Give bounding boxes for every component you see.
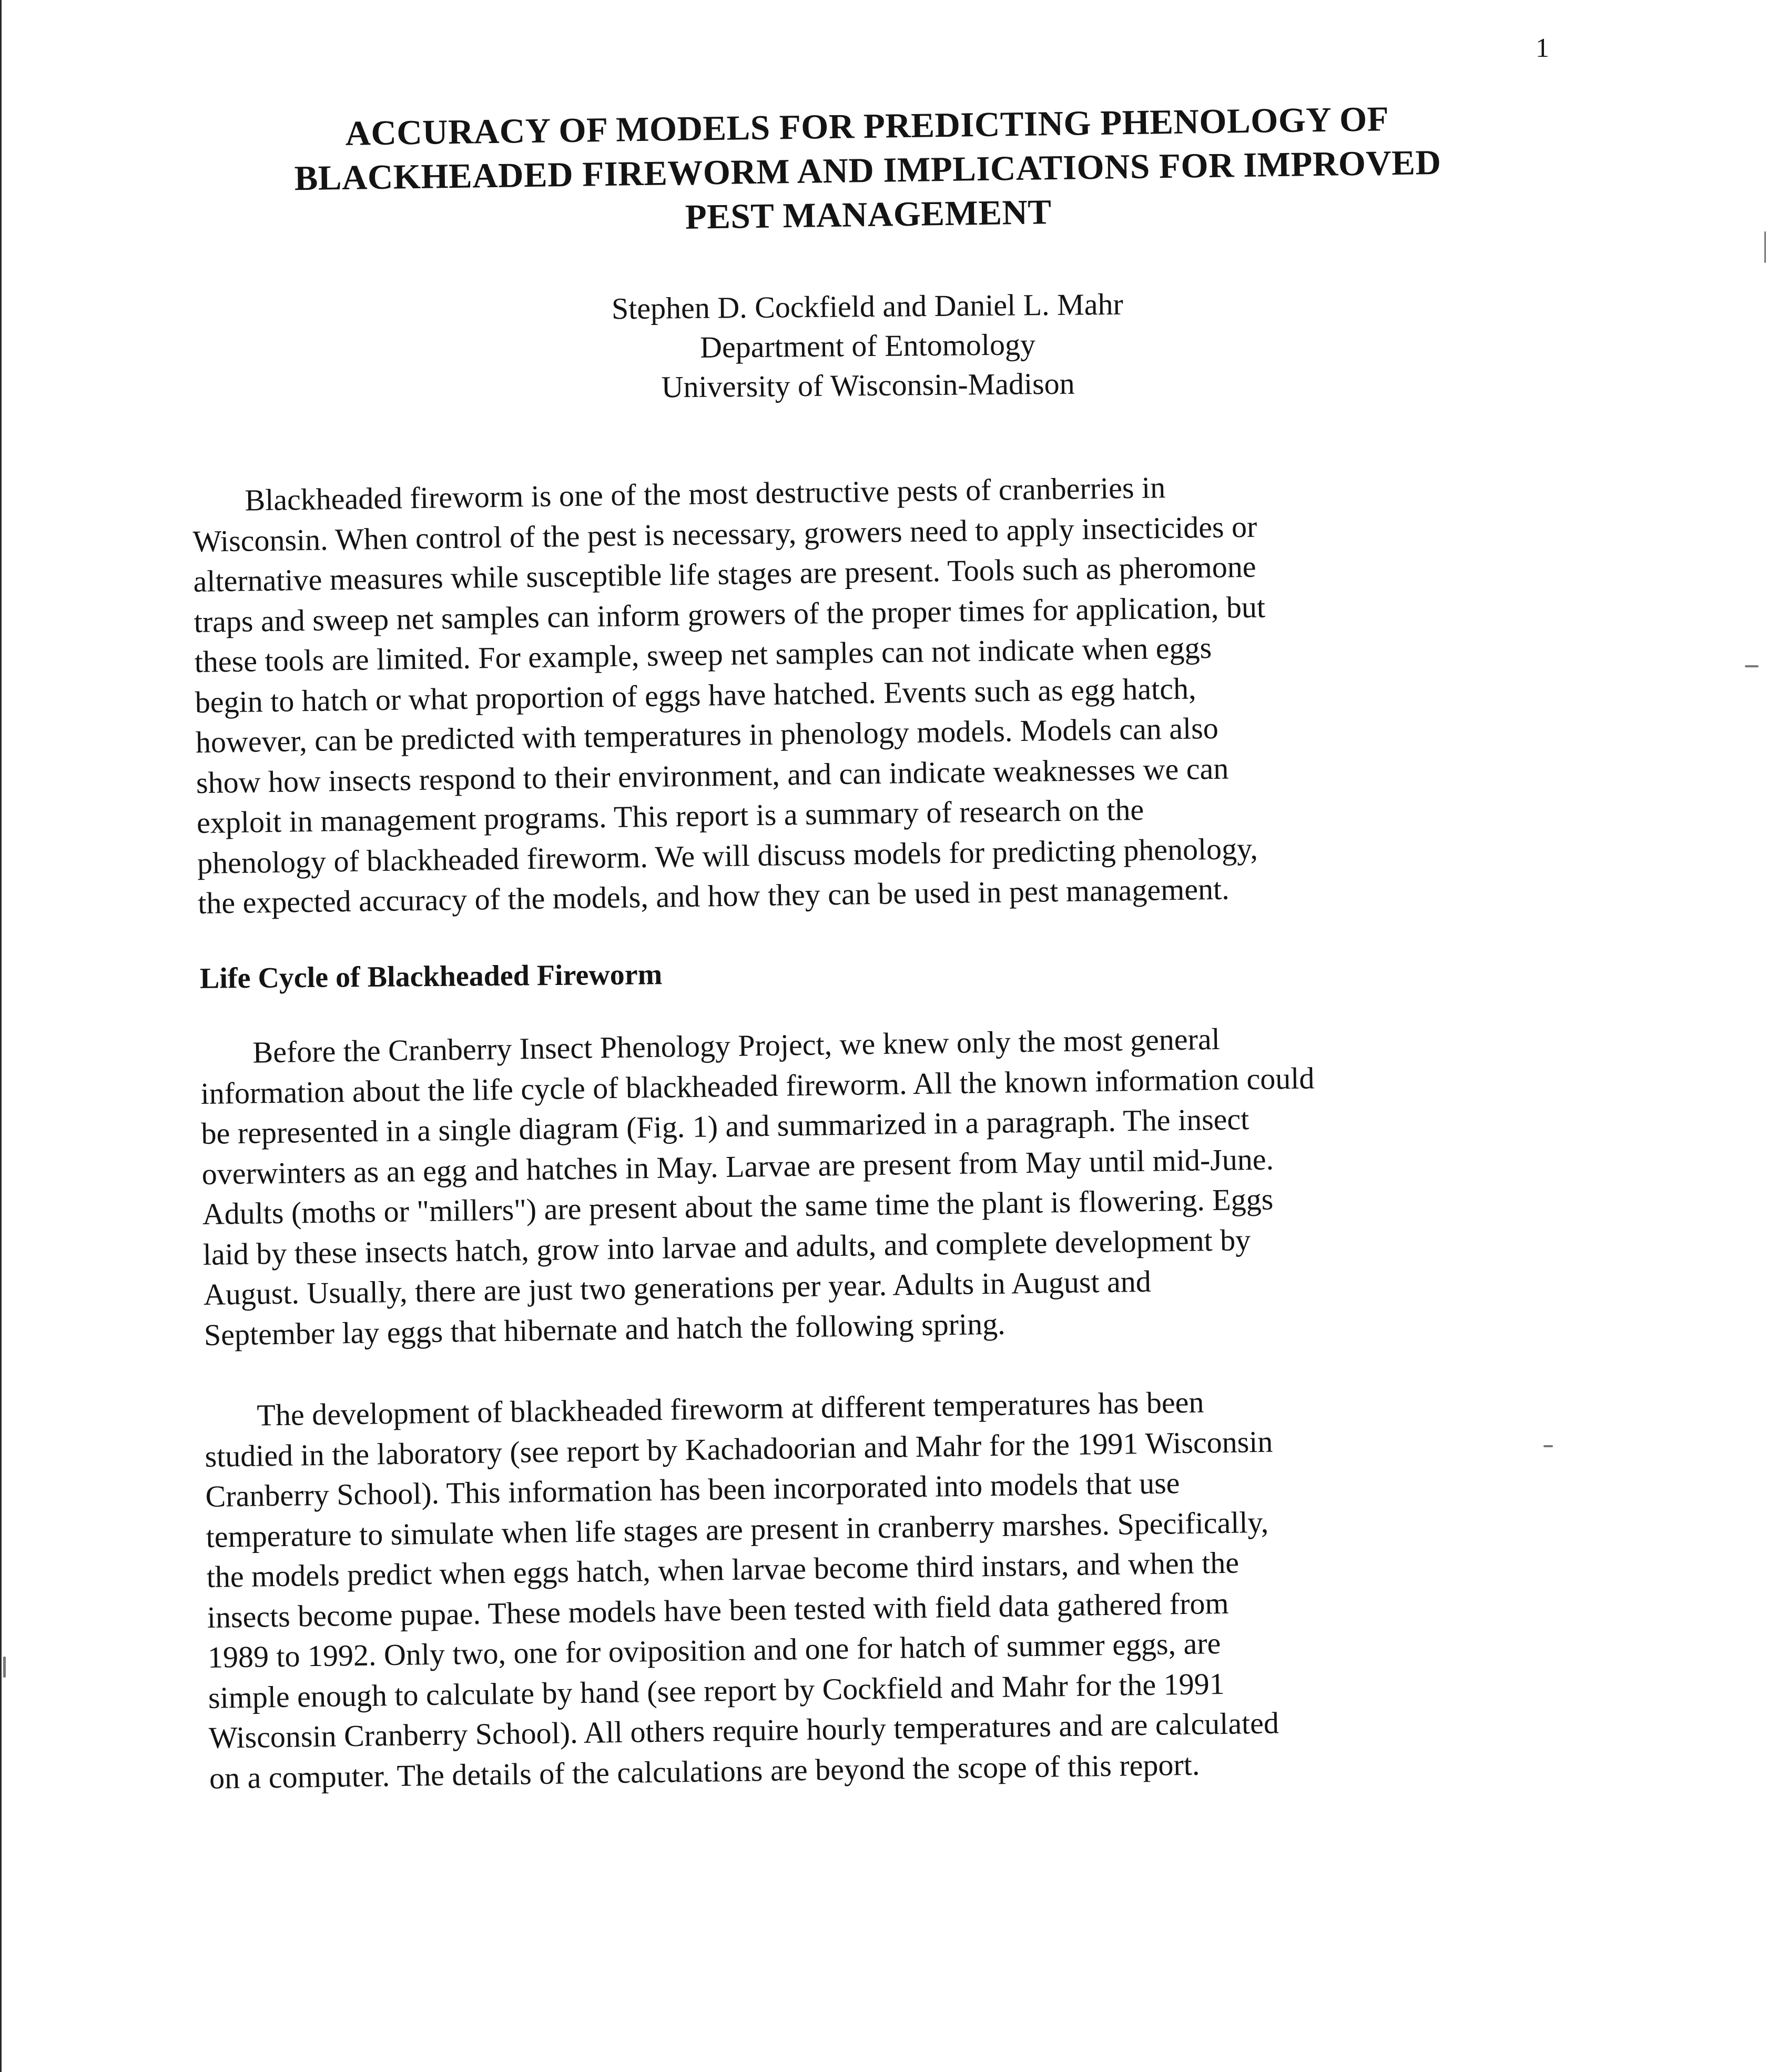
text-line: simple enough to calculate by hand (see report by Cockfield and Mahr for the 1991 — [208, 1666, 1225, 1715]
text-line: traps and sweep net samples can inform growers of the proper times for application, but — [194, 590, 1266, 639]
text-line: be represented in a single diagram (Fig. 1) and summarized in a paragraph. The insect — [201, 1102, 1249, 1151]
text-line: 1989 to 1992. Only two, one for oviposition and one for hatch of summer eggs, are — [207, 1626, 1221, 1674]
text-line: on a computer. The details of the calculations are beyond the scope of this report. — [209, 1747, 1200, 1795]
text-line: show how insects respond to their environment, and can indicate weaknesses we can — [196, 751, 1229, 800]
text-line: studied in the laboratory (see report by Kachadoorian and Mahr for the 1991 Wisconsin — [205, 1424, 1273, 1474]
section-heading-life-cycle: Life Cycle of Blackheaded Fireworm — [199, 958, 663, 995]
author-block — [446, 283, 1289, 409]
scan-speck — [1745, 665, 1759, 667]
text-line: laid by these insects hatch, grow into larvae and adults, and complete development by — [202, 1222, 1251, 1272]
author-institution: University of Wisconsin-Madison — [661, 366, 1075, 404]
page-number: 1 — [1536, 33, 1549, 63]
text-line: September lay eggs that hibernate and hatch the following spring. — [204, 1306, 1006, 1352]
text-line: The development of blackheaded fireworm at different temperatures has been — [257, 1385, 1204, 1433]
text-line: Blackheaded fireworm is one of the most destructive pests of cranberries in — [245, 470, 1166, 517]
text-line: Wisconsin Cranberry School). All others require hourly temperatures and are calculated — [208, 1705, 1279, 1755]
text-line: information about the life cycle of blackheaded fireworm. All the known information could — [200, 1060, 1315, 1111]
intro-paragraph — [192, 466, 1269, 924]
text-line: exploit in management programs. This report is a summary of research on the — [196, 792, 1144, 840]
author-names: Stephen D. Cockfield and Daniel L. Mahr — [611, 287, 1124, 326]
title-line: ACCURACY OF MODELS FOR PREDICTING PHENOLOGY OF — [345, 99, 1389, 153]
scan-speck — [3, 1657, 6, 1678]
author-department: Department of Entomology — [699, 327, 1036, 364]
scan-speck — [1764, 231, 1766, 263]
text-line: Before the Cranberry Insect Phenology Project, we knew only the most general — [252, 1021, 1221, 1070]
paper-title — [157, 94, 1578, 247]
text-line: phenology of blackheaded fireworm. We will discuss models for predicting phenology, — [197, 831, 1258, 880]
text-line: begin to hatch or what proportion of eggs have hatched. Events such as egg hatch, — [195, 671, 1196, 719]
life-cycle-paragraph-2 — [204, 1382, 1279, 1799]
text-line: insects become pupae. These models have been tested with field data gathered from — [207, 1586, 1229, 1634]
text-line: temperature to simulate when life stages are present in cranberry marshes. Specifically, — [206, 1505, 1269, 1554]
life-cycle-paragraph-1 — [200, 1018, 1318, 1355]
title-line: PEST MANAGEMENT — [685, 192, 1052, 237]
text-line: overwinters as an egg and hatches in May. Larvae are present from May until mid-June. — [201, 1142, 1274, 1191]
text-line: alternative measures while susceptible life stages are present. Tools such as pheromone — [193, 549, 1256, 598]
text-line: the models predict when eggs hatch, when larvae become third instars, and when the — [206, 1545, 1240, 1594]
text-line: the expected accuracy of the models, and how they can be used in pest management. — [197, 871, 1230, 920]
title-line: BLACKHEADED FIREWORM AND IMPLICATIONS FOR IMPROVED — [294, 143, 1441, 198]
text-line: these tools are limited. For example, sweep net samples can not indicate when eggs — [194, 630, 1212, 679]
scan-speck — [1543, 1445, 1553, 1447]
text-line: Wisconsin. When control of the pest is necessary, growers need to apply insecticides or — [192, 509, 1257, 558]
text-line: August. Usually, there are just two generations per year. Adults in August and — [203, 1264, 1152, 1312]
text-line: Adults (moths or "millers") are present about the same time the plant is flowering. Eggs — [202, 1182, 1274, 1231]
text-line: Cranberry School). This information has been incorporated into models that use — [205, 1466, 1180, 1514]
scan-page-edge — [0, 0, 2, 2072]
text-line: however, can be predicted with temperatures in phenology models. Models can also — [195, 710, 1219, 759]
